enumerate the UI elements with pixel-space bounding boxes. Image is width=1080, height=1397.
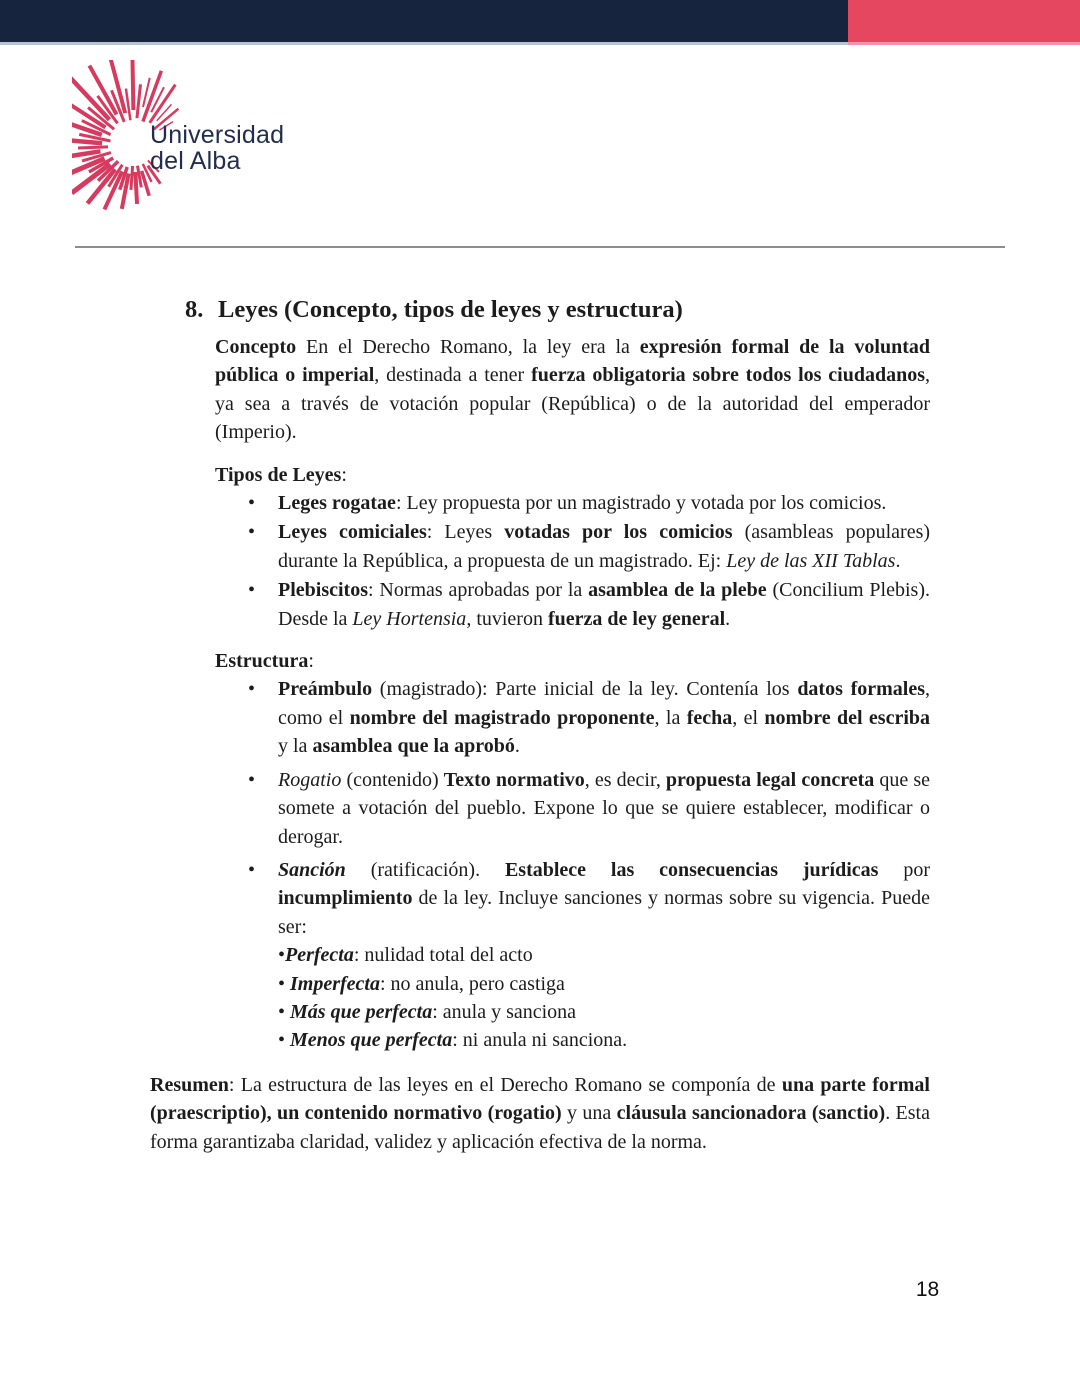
text-run: Leyes comiciales [278,521,427,544]
list-item-text [278,489,930,517]
header-divider [75,246,1005,248]
list-item [248,576,930,633]
text-run: . [514,735,520,758]
resumen-paragraph [150,1071,930,1156]
text-run: una parte formal (praescriptio), un contenido normativo (rogatio) [150,1073,930,1125]
text-run: , es decir, [584,768,666,791]
text-run: (magistrado): Parte inicial de la ley. Contenía los [372,678,798,701]
text-run: (contenido) [341,768,444,791]
text-run: propuesta legal concreta [665,768,875,791]
text-run: . Esta forma garantizaba claridad, validez y aplicación efectiva de la norma. [150,1102,930,1153]
text-run: expresión formal de la voluntad pública o imperial [215,336,930,387]
text-run: Imperfecta [290,972,380,995]
sub-bullet [278,941,930,969]
text-run: • [278,944,286,967]
logo-line2: del Alba [150,147,241,175]
concept-paragraph [215,333,930,447]
text-run: datos formales [797,678,926,701]
list-item-text [278,766,930,851]
text-run: , el [732,706,765,729]
text-run: Tipos de Leyes [215,463,342,486]
sub-bullet [278,998,930,1026]
text-run: Perfecta [285,944,354,967]
text-run: y la [278,735,313,758]
list-item [248,766,930,851]
text-run: , ya sea a través de votación popular (República) o de la autoridad del emperador (Imperio). [215,364,930,444]
text-run: Estructura [215,650,309,673]
text-run: • [278,1000,291,1023]
list-item-text [278,518,930,575]
top-bar-navy-segment [0,0,848,45]
text-run: , la [654,706,687,729]
text-run: . [895,549,901,572]
list-item-body [278,856,930,1055]
bullet-icon: • [248,678,256,701]
text-run: • [278,1029,291,1052]
text-run: : Ley propuesta por un magistrado y votada por los comicios. [395,492,887,515]
list-item [248,489,930,517]
text-run: Menos que perfecta [290,1029,453,1052]
bullet-icon: • [248,579,256,602]
estructura-list [150,675,930,1054]
list-item [248,856,930,1055]
text-run: , como el [278,678,931,729]
text-run: Leges rogatae [278,492,396,515]
text-run: Resumen [150,1073,229,1096]
text-run: Establece las consecuencias jurídicas [504,858,879,881]
text-run: : [308,650,314,673]
text-run: , destinada a tener [374,364,532,387]
estructura-label [215,647,930,675]
text-run: Más que perfecta [290,1000,433,1023]
list-item-text [278,576,930,633]
text-run: : no anula, pero castiga [380,972,565,995]
text-run: fuerza de ley general [547,607,726,630]
tipos-list [150,489,930,633]
text-run: • [278,972,291,995]
text-run: incumplimiento [278,887,413,910]
text-run: fecha [686,706,733,729]
list-item-text [278,675,930,760]
bullet-icon: • [248,768,256,791]
sub-bullet [278,1026,930,1054]
university-logo [72,60,307,242]
bullet-icon: • [248,492,256,515]
text-run: asamblea que la aprobó [312,735,515,758]
text-run: Concepto [215,336,306,358]
text-run: : Normas aprobadas por la [368,579,589,602]
text-run: cláusula sancionadora (sanctio) [616,1102,886,1125]
section-number: 8. [185,296,204,323]
top-bar-red-segment [848,0,1080,45]
bullet-icon: • [248,858,256,881]
logo-line1: Universidad [150,121,285,149]
list-item [248,675,930,760]
text-run: Rogatio [278,768,342,791]
text-run: Ley Hortensia [352,607,467,630]
section-title: Leyes (Concepto, tipos de leyes y estructura) [218,296,683,323]
text-run: fuerza obligatoria sobre todos los ciudadanos [531,364,925,387]
text-run: nombre del escriba [764,706,931,729]
text-run: Ley de las XII Tablas [726,549,896,572]
top-bar [0,0,1080,45]
text-run: . [725,607,731,630]
text-run: Texto normativo [443,768,585,791]
text-run: nombre del magistrado proponente [349,706,655,729]
text-run: y una [561,1102,617,1125]
text-run: Sanción [278,858,346,881]
text-run: (ratificación). [345,858,505,881]
list-item-text [278,856,930,941]
page-number: 18 [915,1278,940,1301]
logo-text [150,122,284,174]
sub-bullet [278,970,930,998]
text-run: Preámbulo [278,678,373,701]
text-run: que se somete a votación del pueblo. Expone lo que se quiere establecer, modificar o derogar. [278,768,931,848]
text-run: : Leyes [426,521,505,544]
text-run: : anula y sanciona [432,1000,577,1023]
text-run: , tuvieron [466,607,548,630]
text-run: : ni anula ni sanciona. [452,1029,628,1052]
bullet-icon: • [248,521,256,544]
text-run: votadas por los comicios [504,521,733,544]
text-run: : La estructura de las leyes en el Derecho Romano se componía de [228,1073,782,1096]
document-content [150,295,930,1156]
text-run: asamblea de la plebe [588,579,767,602]
text-run: : nulidad total del acto [353,944,533,967]
text-run: En el Derecho Romano, la ley era la [305,336,640,358]
text-run: Plebiscitos [278,579,368,602]
text-run: : [341,463,347,486]
text-run: (asambleas populares) durante la República, a propuesta de un magistrado. Ej: [278,521,931,572]
section-heading [185,295,930,325]
tipos-label [215,461,930,489]
list-item [248,518,930,575]
text-run: por [878,858,930,881]
text-run: (Concilium Plebis). Desde la [278,579,930,630]
text-run: de la ley. Incluye sanciones y normas sobre su vigencia. Puede ser: [278,887,930,938]
